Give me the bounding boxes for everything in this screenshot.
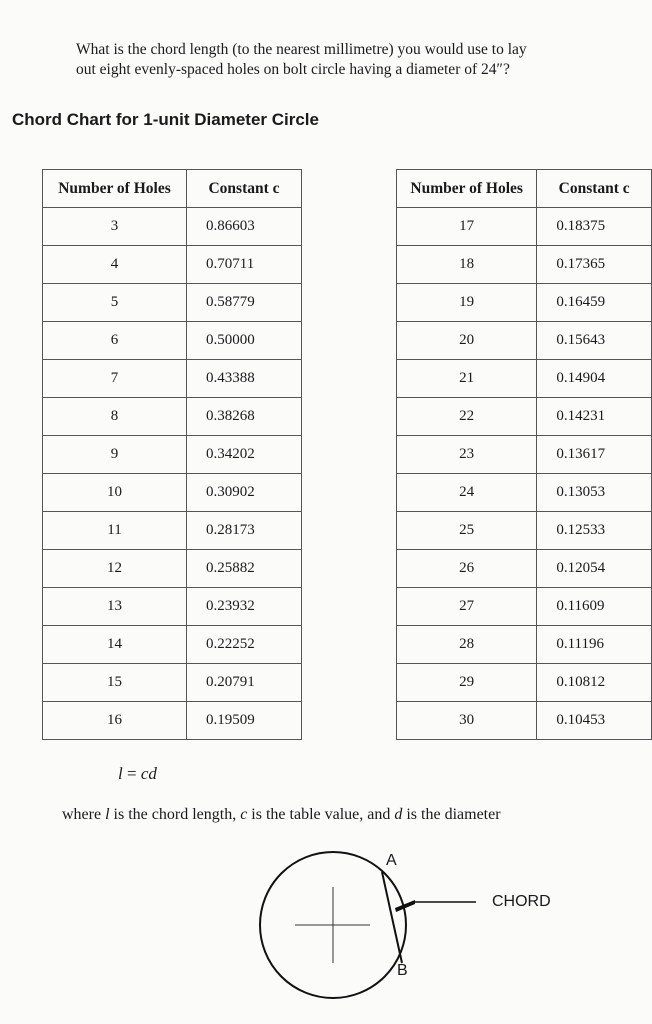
holes-cell: 22 bbox=[397, 398, 537, 436]
table-row bbox=[397, 588, 652, 626]
holes-cell: 13 bbox=[43, 588, 187, 626]
table-row bbox=[397, 664, 652, 702]
constant-cell: 0.34202 bbox=[187, 436, 302, 474]
header-constant-c: Constant c bbox=[537, 170, 652, 208]
holes-cell: 7 bbox=[43, 360, 187, 398]
where-text-4: is the diameter bbox=[402, 806, 501, 823]
question-text bbox=[76, 40, 616, 80]
table-row bbox=[43, 360, 302, 398]
constant-cell: 0.11609 bbox=[537, 588, 652, 626]
constant-cell: 0.38268 bbox=[187, 398, 302, 436]
table-row bbox=[43, 588, 302, 626]
holes-cell: 20 bbox=[397, 322, 537, 360]
holes-cell: 18 bbox=[397, 246, 537, 284]
holes-cell: 21 bbox=[397, 360, 537, 398]
holes-cell: 19 bbox=[397, 284, 537, 322]
formula-equals: = bbox=[126, 764, 137, 783]
holes-cell: 5 bbox=[43, 284, 187, 322]
where-text-1: where bbox=[62, 806, 106, 823]
chord-table-left bbox=[42, 169, 302, 740]
question-line-1: What is the chord length (to the nearest millimetre) you would use to lay bbox=[76, 41, 527, 58]
chord-diagram bbox=[255, 845, 485, 1005]
holes-cell: 3 bbox=[43, 208, 187, 246]
holes-cell: 17 bbox=[397, 208, 537, 246]
var-c: c bbox=[240, 806, 248, 823]
table-row bbox=[397, 512, 652, 550]
table-row bbox=[43, 664, 302, 702]
header-number-of-holes: Number of Holes bbox=[43, 170, 187, 208]
constant-cell: 0.23932 bbox=[187, 588, 302, 626]
constant-cell: 0.25882 bbox=[187, 550, 302, 588]
table-header-row bbox=[43, 170, 302, 208]
chord-table-right bbox=[396, 169, 652, 740]
table-row bbox=[397, 626, 652, 664]
table-row bbox=[397, 322, 652, 360]
table-row bbox=[43, 550, 302, 588]
holes-cell: 11 bbox=[43, 512, 187, 550]
holes-cell: 10 bbox=[43, 474, 187, 512]
formula-explanation bbox=[62, 806, 501, 824]
var-d: d bbox=[394, 806, 403, 823]
constant-cell: 0.13617 bbox=[537, 436, 652, 474]
chord-formula bbox=[118, 764, 157, 784]
constant-cell: 0.18375 bbox=[537, 208, 652, 246]
constant-cell: 0.11196 bbox=[537, 626, 652, 664]
table-row bbox=[43, 398, 302, 436]
where-text-2: is the chord length, bbox=[109, 806, 241, 823]
table-row bbox=[43, 436, 302, 474]
constant-cell: 0.14231 bbox=[537, 398, 652, 436]
constant-cell: 0.43388 bbox=[187, 360, 302, 398]
table-row bbox=[397, 208, 652, 246]
holes-cell: 23 bbox=[397, 436, 537, 474]
holes-cell: 8 bbox=[43, 398, 187, 436]
holes-cell: 4 bbox=[43, 246, 187, 284]
table-header-row bbox=[397, 170, 652, 208]
constant-cell: 0.12533 bbox=[537, 512, 652, 550]
holes-cell: 6 bbox=[43, 322, 187, 360]
constant-cell: 0.70711 bbox=[187, 246, 302, 284]
table-row bbox=[397, 550, 652, 588]
formula-lhs: l bbox=[118, 764, 123, 783]
constant-cell: 0.19509 bbox=[187, 702, 302, 740]
constant-cell: 0.58779 bbox=[187, 284, 302, 322]
constant-cell: 0.16459 bbox=[537, 284, 652, 322]
table-row bbox=[43, 512, 302, 550]
chart-heading: Chord Chart for 1-unit Diameter Circle bbox=[12, 110, 319, 129]
table-row bbox=[43, 626, 302, 664]
constant-cell: 0.13053 bbox=[537, 474, 652, 512]
point-a-label: A bbox=[386, 852, 397, 869]
holes-cell: 25 bbox=[397, 512, 537, 550]
table-row bbox=[43, 246, 302, 284]
table-row bbox=[397, 398, 652, 436]
constant-cell: 0.30902 bbox=[187, 474, 302, 512]
table-row bbox=[397, 246, 652, 284]
holes-cell: 29 bbox=[397, 664, 537, 702]
chord-line bbox=[382, 872, 402, 963]
table-row bbox=[43, 474, 302, 512]
table-row bbox=[397, 702, 652, 740]
table-row bbox=[43, 322, 302, 360]
holes-cell: 16 bbox=[43, 702, 187, 740]
chord-label: CHORD bbox=[492, 893, 551, 910]
holes-cell: 27 bbox=[397, 588, 537, 626]
constant-cell: 0.12054 bbox=[537, 550, 652, 588]
constant-cell: 0.15643 bbox=[537, 322, 652, 360]
var-l: l bbox=[105, 806, 110, 823]
constant-cell: 0.20791 bbox=[187, 664, 302, 702]
header-constant-c: Constant c bbox=[187, 170, 302, 208]
header-number-of-holes: Number of Holes bbox=[397, 170, 537, 208]
constant-cell: 0.10812 bbox=[537, 664, 652, 702]
constant-cell: 0.10453 bbox=[537, 702, 652, 740]
holes-cell: 12 bbox=[43, 550, 187, 588]
where-text-3: is the table value, and bbox=[247, 806, 395, 823]
table-row bbox=[397, 474, 652, 512]
holes-cell: 9 bbox=[43, 436, 187, 474]
table-row bbox=[397, 284, 652, 322]
table-row bbox=[43, 702, 302, 740]
table-row bbox=[397, 360, 652, 398]
holes-cell: 30 bbox=[397, 702, 537, 740]
holes-cell: 28 bbox=[397, 626, 537, 664]
holes-cell: 26 bbox=[397, 550, 537, 588]
formula-rhs: cd bbox=[140, 764, 157, 783]
table-row bbox=[43, 284, 302, 322]
point-b-label: B bbox=[397, 962, 408, 979]
table-row bbox=[397, 436, 652, 474]
table-row bbox=[43, 208, 302, 246]
constant-cell: 0.22252 bbox=[187, 626, 302, 664]
holes-cell: 24 bbox=[397, 474, 537, 512]
holes-cell: 15 bbox=[43, 664, 187, 702]
question-line-2: out eight evenly-spaced holes on bolt circle having a diameter of 24″? bbox=[76, 61, 510, 78]
constant-cell: 0.28173 bbox=[187, 512, 302, 550]
constant-cell: 0.17365 bbox=[537, 246, 652, 284]
constant-cell: 0.50000 bbox=[187, 322, 302, 360]
constant-cell: 0.86603 bbox=[187, 208, 302, 246]
constant-cell: 0.14904 bbox=[537, 360, 652, 398]
holes-cell: 14 bbox=[43, 626, 187, 664]
